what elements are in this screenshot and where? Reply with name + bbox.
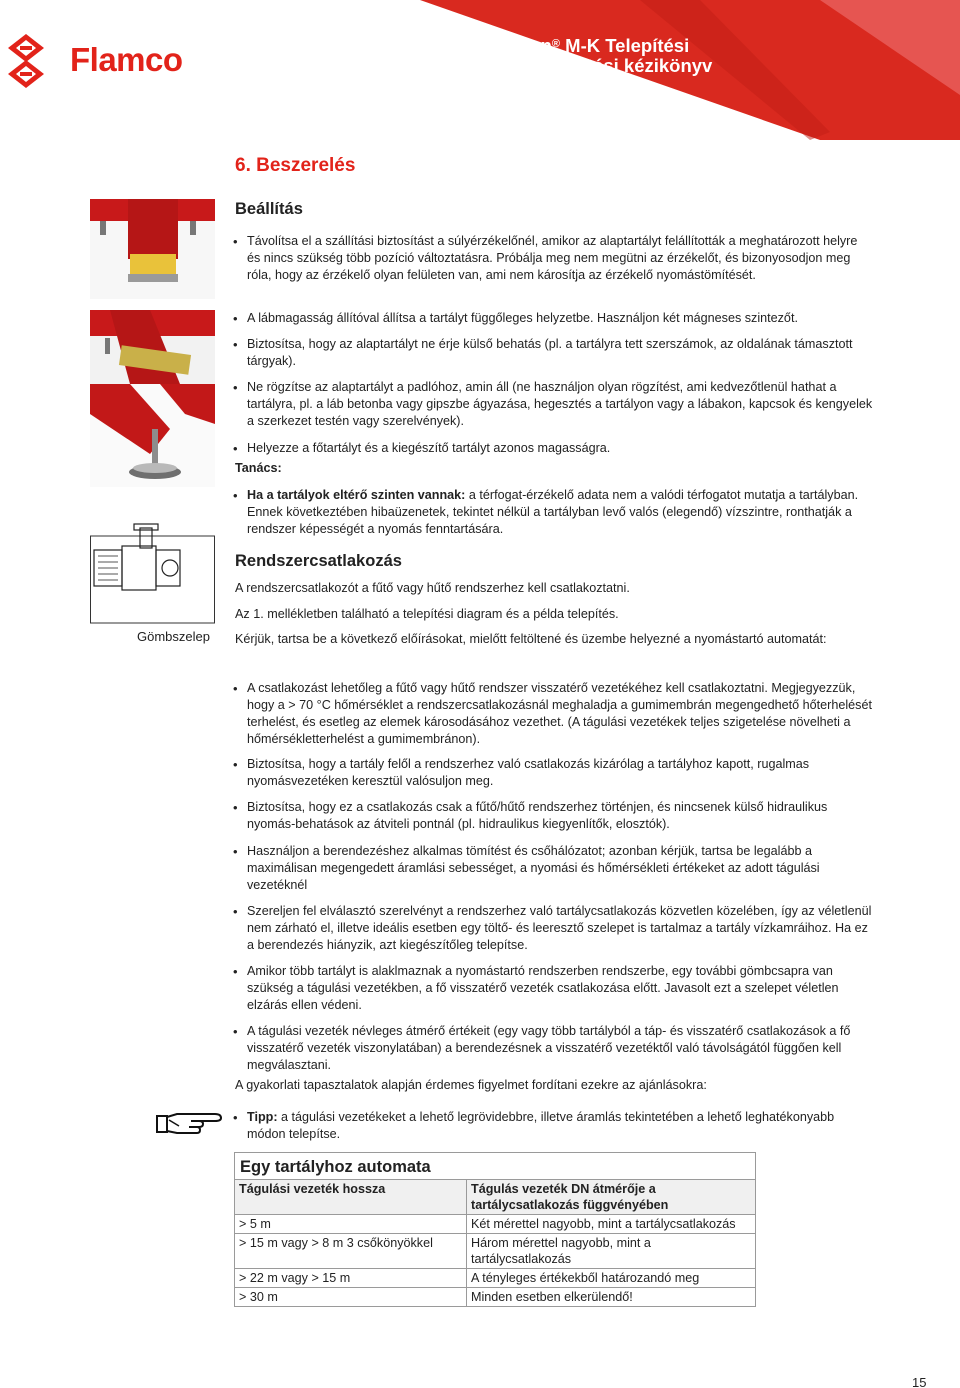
tipp-bullet: • Tipp: a tágulási vezetékeket a lehető legrövidebbre, illetve áramlás tekintetében a lehető leghatékonyabb módon telepítse. (233, 1109, 873, 1143)
pointing-hand-icon (155, 1108, 223, 1138)
rendszer-p3: Kérjük, tartsa be a következő előírásokat, mielőtt feltöltené és üzembe helyezné a nyomástartó automatát: (235, 632, 827, 646)
beallitas-bullet-1: • Távolítsa el a szállítási biztosítást a súlyérzékelőnél, amikor az alaptartályt felállították a meghatározott helyre és nincs szükség több pozíció változtatásra. Próbálja meg nem megütni az érzékelőt, és bizonyosodjon meg róla, hogy az érzékelő olyan felületen van, ami nem károsítja az érzékelő nyomástömítését. (233, 233, 873, 284)
weight-sensor-photo (90, 199, 215, 299)
tip-label: Tanács: (235, 461, 282, 475)
table-cell: A tényleges értékekből határozandó meg (467, 1269, 756, 1288)
pipe-size-table (234, 1152, 756, 1307)
rendszer-p2: Az 1. mellékletben található a telepítési diagram és a példa telepítés. (235, 607, 619, 621)
tank-foot-photo (90, 384, 215, 487)
table-title: Egy tartályhoz automata (235, 1153, 756, 1180)
rendszer-bullet-6: • Amikor több tartályt is alaklmaznak a nyomástartó rendszerben rendszerbe, egy további gömbcsapra van szükség a tágulási vezetékben, a fő visszatérő vezeték csatlakozása előtt. Javasolt ezt a szelepet véletlen elzárás ellen védeni. (233, 963, 873, 1014)
page-number: 15 (912, 1375, 927, 1388)
table-header-length: Tágulási vezeték hossza (235, 1180, 467, 1215)
table-cell: > 30 m (235, 1288, 467, 1307)
rendszer-heading: Rendszercsatlakozás (235, 552, 402, 570)
brand-name: Flamco (70, 41, 183, 78)
table-row (235, 1215, 756, 1234)
level-adjust-photo (90, 310, 215, 384)
table-cell: Minden esetben elkerülendő! (467, 1288, 756, 1307)
table-row (235, 1288, 756, 1307)
document-title: Flexcon® M-K Telepítési és üzemeltetési kézikönyv (482, 35, 713, 76)
beallitas-bullet-2: • A lábmagasság állítóval állítsa a tartályt függőleges helyzetbe. Használjon két mágneses szintezőt. (233, 310, 873, 327)
beallitas-heading: Beállítás (235, 200, 303, 218)
table-header-dn: Tágulás vezeték DN átmérője a tartálycsatlakozás függvényében (467, 1180, 756, 1215)
table-cell: > 15 m vagy > 8 m 3 csőkönyökkel (235, 1234, 467, 1269)
beallitas-bullet-5: • Helyezze a főtartályt és a kiegészítő tartályt azonos magasságra. (233, 440, 873, 457)
rendszer-p1: A rendszercsatlakozót a fűtő vagy hűtő rendszerhez kell csatlakoztatni. (235, 581, 630, 595)
section-title: 6. Beszerelés (235, 155, 356, 176)
rendszer-bullet-3: • Biztosítsa, hogy ez a csatlakozás csak a fűtő/hűtő rendszerhez történjen, és nincsenek külső hidraulikus nyomás-behatások az átviteli pontnál (pl. hidraulikus kiegyenlítők, elosztók). (233, 799, 873, 833)
beallitas-bullet-4: • Ne rögzítse az alaptartályt a padlóhoz, amin áll (ne használjon olyan rögzítést, ami kedvezőtlenül hathat a tartályra, pl. a láb betonba vagy gipszbe ágyazása, hegesztés a tartályon vagy a lábakon, kapcsok és kengyelek a szerkezet testén vagy szerelvények). (233, 379, 873, 430)
table-cell: > 22 m vagy > 15 m (235, 1269, 467, 1288)
tip-bullet: • Ha a tartályok eltérő szinten vannak: a térfogat-érzékelő adata nem a valódi térfogatot mutatja a tartályban. Ennek következtében hibaüzenetek, tekintet nélkül a tartályban levő valós (elegendő) vízszintre, ronthatják a rendszer képességét a nyomás fenntartására. (233, 487, 873, 538)
table-cell: Három mérettel nagyobb, mint a tartálycsatlakozás (467, 1234, 756, 1269)
ball-valve-drawing (90, 522, 215, 624)
rendszer-bullet-4: • Használjon a berendezéshez alkalmas tömítést és csőhálózatot; azonban kérjük, tartsa be legalább a maximálisan megengedett áramlási sebességet, a nyomási és hőmérsékleti értékeket az adott tágulási vezetéknél (233, 843, 873, 894)
table-row (235, 1269, 756, 1288)
table-cell: Két mérettel nagyobb, mint a tartálycsatlakozás (467, 1215, 756, 1234)
rendszer-bullet-5: • Szereljen fel elválasztó szerelvényt a rendszerhez való tartálycsatlakozás közvetlen közelében, így az véletlenül nem zárható el, illetve ideális esetben egy töltő- és leeresztő szelepet is tartalmaz a tartály vízkamráihoz. Ha ez a berendezés hiányzik, azt kiegészítőleg telepítse. (233, 903, 873, 954)
rendszer-bullet-7: • A tágulási vezeték névleges átmérő értékeit (egy vagy több tartályból a táp- és visszatérő csatlakozások a fő visszatérő vezeték viszonylatában) a berendezésnek a visszatérő vezetéktől való távolságától függően kell megválasztani. (233, 1023, 873, 1074)
rendszer-bullet-2: • Biztosítsa, hogy a tartály felől a rendszerhez való csatlakozás kizárólag a tartályhoz kapott, rugalmas nyomásvezetéken keresztül valósuljon meg. (233, 756, 873, 790)
flamco-logo-icon (6, 34, 46, 88)
table-row (235, 1234, 756, 1269)
table-cell: > 5 m (235, 1215, 467, 1234)
valve-caption: Gömbszelep (137, 629, 210, 644)
rendszer-bullet-1: • A csatlakozást lehetőleg a fűtő vagy hűtő rendszer visszatérő vezetékéhez kell csatlakoztatni. Megjegyezzük, hogy a > 70 °C hőmérséklet a rendszercsatlakozásnál meghaladja a gumimembrán megengedhető hőterhelését terhelést, és esetleg az elemek károsodásához vezethet. (A tágulási vezetékek teljes szigetelése növelheti a hőmérsékletterhelést a gumimembránon). (233, 680, 873, 748)
rendszer-p4: A gyakorlati tapasztalatok alapján érdemes figyelmet fordítani ezekre az ajánlásokra: (235, 1078, 707, 1092)
beallitas-bullet-3: • Biztosítsa, hogy az alaptartályt ne érje külső behatás (pl. a tartályra tett szerszámok, az oldalának támasztott tárgyak). (233, 336, 873, 370)
